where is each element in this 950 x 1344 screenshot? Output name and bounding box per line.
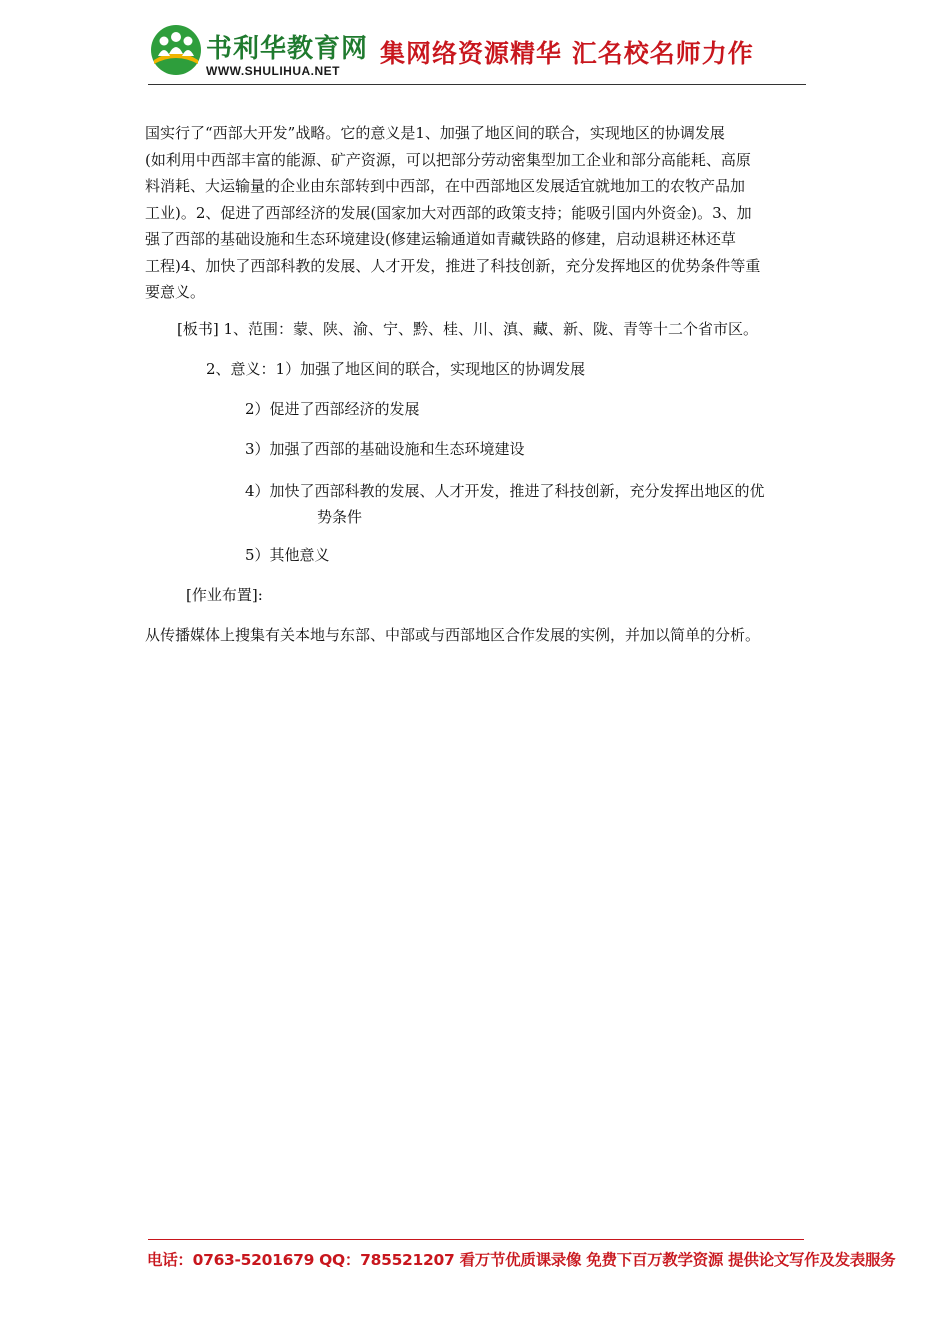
homework-text: 从传播媒体上搜集有关本地与东部、中部或与西部地区合作发展的实例，并加以简单的分析。 — [145, 626, 761, 644]
paragraph-line: 国实行了“西部大开发”战略。它的意义是1、加强了地区间的联合，实现地区的协调发展 — [145, 124, 725, 142]
paragraph-line: 要意义。 — [145, 283, 206, 301]
paragraph-line: 料消耗、大运输量的企业由东部转到中西部，在中西部地区发展适宜就地加工的农牧产品加 — [145, 177, 746, 195]
footer-contact: 电话：0763-5201679 QQ：785521207 看万节优质课录像 免费下百万教学资源 提供论文写作及发表服务 — [147, 1251, 896, 1269]
board-meaning-4-line1: 4）加快了西部科教的发展、人才开发，推进了科技创新，充分发挥出地区的优 — [245, 482, 765, 500]
paragraph-line: (如利用中西部丰富的能源、矿产资源，可以把部分劳动密集型加工企业和部分高能耗、高原 — [145, 150, 751, 169]
board-meaning-5: 5）其他意义 — [245, 546, 330, 564]
site-url[interactable]: WWW.SHULIHUA.NET — [206, 64, 340, 78]
board-meaning-1: 2、意义：1）加强了地区间的联合，实现地区的协调发展 — [206, 360, 586, 378]
board-meaning-4-line2: 势条件 — [317, 508, 363, 526]
paragraph-line: 强了西部的基础设施和生态环境建设(修建运输通道如青藏铁路的修建，启动退耕还林还草 — [145, 230, 736, 248]
board-meaning-4 — [245, 478, 805, 530]
homework-label: [作业布置]: — [186, 586, 263, 604]
footer-divider — [148, 1239, 804, 1240]
board-meaning-2: 2）促进了西部经济的发展 — [245, 400, 420, 418]
intro-paragraph — [145, 120, 807, 306]
board-scope: [板书] 1、范围：蒙、陕、渝、宁、黔、桂、川、滇、藏、新、陇、青等十二个省市区。 — [177, 320, 759, 338]
paragraph-line: 工业)。2、促进了西部经济的发展(国家加大对西部的政策支持；能吸引国内外资金)。3、加 — [145, 203, 752, 222]
people-logo-icon — [150, 24, 202, 76]
site-header — [148, 22, 808, 86]
board-meaning-3: 3）加强了西部的基础设施和生态环境建设 — [245, 440, 525, 458]
paragraph-line: 工程)4、加快了西部科教的发展、人才开发，推进了科技创新，充分发挥地区的优势条件等重 — [145, 256, 761, 275]
header-divider — [148, 84, 806, 85]
site-slogan: 集网络资源精华 汇名校名师力作 — [380, 39, 754, 68]
site-logo-text: 书利华教育网 — [206, 34, 369, 64]
